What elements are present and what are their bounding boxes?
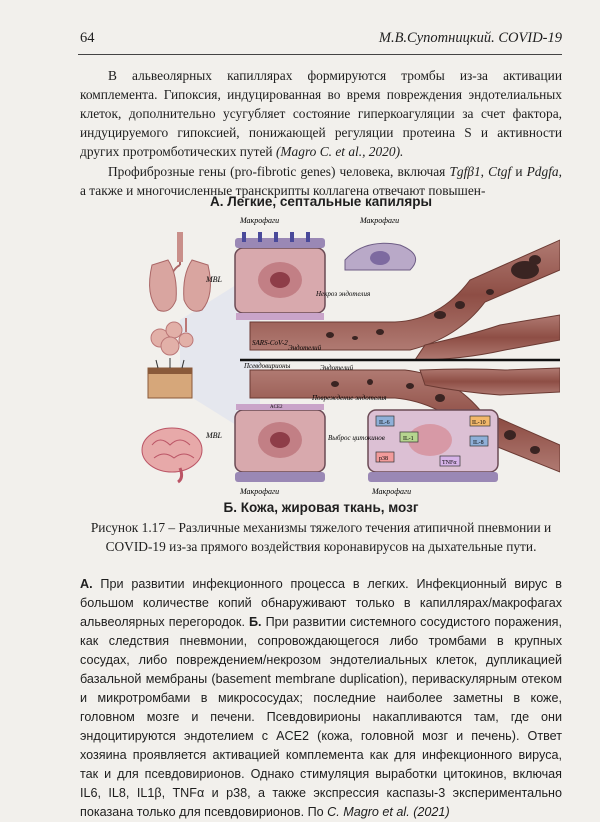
- legend-b-label: Б.: [248, 615, 262, 629]
- figure-title-b: Б. Кожа, жировая ткань, мозг: [223, 500, 419, 515]
- paragraph-2-part4: , а также и многочисленные транскрипты коллагена отвечают повышен-: [80, 164, 562, 198]
- top-right-macrophage: [345, 243, 416, 270]
- label-endothelium-top: Эндотелий: [288, 344, 322, 352]
- header-rule: [78, 54, 562, 55]
- label-macrophages-bottom-right: Макрофаги: [372, 487, 412, 496]
- top-macrophage-panel: [235, 232, 325, 320]
- bottom-macrophage-panel: [235, 404, 325, 482]
- running-title: М.В.Супотницкий. COVID-19: [378, 30, 562, 46]
- paragraph-2-part2: ,: [480, 164, 489, 179]
- label-p38: p38: [379, 456, 388, 462]
- label-tnf: TNFα: [442, 460, 457, 466]
- label-il8: IL-8: [473, 440, 484, 446]
- label-mbl-top: MBL: [206, 275, 222, 284]
- figure-illustration: [140, 210, 560, 500]
- label-sars: SARS-CoV-2: [252, 339, 288, 347]
- figure-caption: Рисунок 1.17 – Различные механизмы тяжелого течения атипичной пневмонии и COVID-19 из-за прямого воздействия коронавирусов на дыхательные пути.: [90, 520, 552, 554]
- label-damage: Повреждение эндотелия: [312, 394, 387, 402]
- label-cytokines: Выброс цитокинов: [328, 434, 385, 442]
- label-il1: IL-1: [403, 436, 414, 442]
- lungs-icon: [150, 232, 211, 311]
- figure-title-a: А. Легкие, септальные капиляры: [210, 194, 432, 209]
- label-necrosis: Некроз эндотелия: [316, 290, 371, 298]
- legend-b-text: При развитии системного сосудистого поражения, как следствия пневмонии, сопровождающегося либо тромбами в крупных сосудах, либо повреждением/некрозом эндотелиальных клеток, дупликацией базальной мембраны (basement membrane duplication), периваскулярным отеком и микротромбами в микрососудах; последние наиболее заметны в коже, головном мозге и печени. Псевдовирионы накапливаются там, где они эндоцитируются эндотелием с ACE2 (кожа, головной мозг и печень). Ответ хозяина проявляется активацией комплемента как для инфекционного вируса, так и для псевдовирионов. Однако стимуляция выработки цитокинов, включая IL6, IL8, IL1β, TNFα и p38, а также экспрессия каспазы-3 экспериментально показана только для псевдовирионов. По: [80, 615, 562, 819]
- paragraph-1-text: В альвеолярных капиллярах формируются тромбы из-за активации комплемента. Гипоксия, индуцированная во время повреждения эндотелиальных клеток, дополнительно усугубляет состояние гиперкоагуляции за счет фактора, индуцируемого гипоксией, понижающей регуляции протеина S и активности других протромботических путей: [80, 68, 562, 159]
- label-il6: IL-6: [379, 420, 390, 426]
- page-number: 64: [80, 30, 95, 46]
- brain-icon: [142, 428, 202, 482]
- label-il10: IL-10: [472, 420, 486, 426]
- gene-ctgf: Ctgf: [488, 164, 512, 179]
- gene-pdgfa: Pdgfa: [526, 164, 559, 179]
- label-macrophages-bottom-left: Макрофаги: [240, 487, 280, 496]
- legend-a-label: А.: [80, 577, 93, 591]
- paragraph-1: [80, 66, 562, 161]
- figure-legend: [80, 575, 562, 822]
- legend-citation: C. Magro et al. (2021): [327, 805, 450, 819]
- paragraph-2-part3: и: [511, 164, 527, 179]
- label-pseudovirions: Псевдовирионы: [244, 362, 291, 370]
- legend-a-text: При развитии инфекционного процесса в легких. Инфекционный вирус в большом количестве копий обнаруживают только в капиллярах/макрофагах альвеолярных перегородок.: [80, 577, 562, 629]
- label-macrophages-top-right: Макрофаги: [360, 216, 400, 225]
- paragraph-2-part1: Профиброзные гены (pro-fibrotic genes) человека, включая: [108, 164, 450, 179]
- page-header: [80, 30, 562, 50]
- label-macrophages-top-left: Макрофаги: [240, 216, 280, 225]
- gene-tgfb1: Tgfβ1: [449, 164, 481, 179]
- label-ace2: ACE2: [270, 405, 283, 410]
- label-endothelium-bottom: Эндотелий: [320, 364, 354, 372]
- paragraph-1-citation: (Magro C. et al., 2020).: [275, 144, 404, 159]
- label-mbl-bottom: MBL: [206, 431, 222, 440]
